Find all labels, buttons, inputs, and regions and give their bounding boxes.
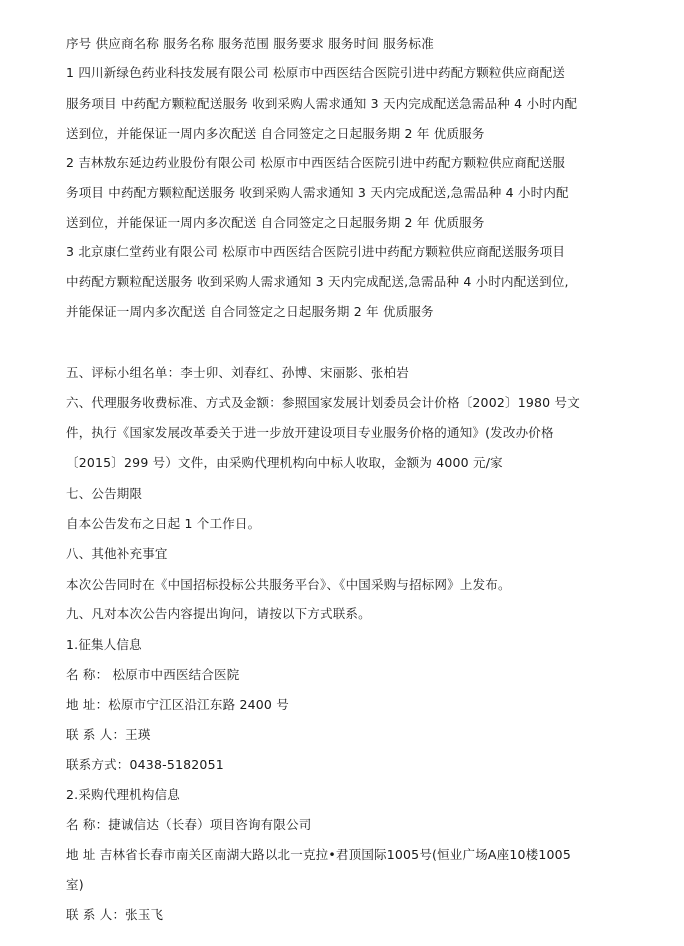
supplier-2-line-2: 务项目 中药配方颗粒配送服务 收到采购人需求通知 3 天内完成配送,急需品种 4 小时内配 <box>66 185 569 200</box>
supplier-3-line-1: 3 北京康仁堂药业有限公司 松原市中西医结合医院引进中药配方颗粒供应商配送服务项目 <box>66 244 566 259</box>
section-6-line-3: 〔2015〕299 号）文件，由采购代理机构向中标人收取，金额为 4000 元/家 <box>66 455 503 470</box>
agency-info-heading: 2.采购代理机构信息 <box>66 787 180 802</box>
section-6-line-1: 六、代理服务收费标准、方式及金额：参照国家发展计划委员会计价格〔2002〕1980 号文 <box>66 395 580 410</box>
agency-address-line-2: 室) <box>66 877 84 892</box>
supplier-3-line-3: 并能保证一周内多次配送 自合同签定之日起服务期 2 年 优质服务 <box>66 304 434 319</box>
agency-address-line-1: 地 址 吉林省长春市南关区南湖大路以北一克拉•君顶国际1005号(恒业广场A座10楼1005 <box>66 847 571 862</box>
section-6-line-2: 件，执行《国家发展改革委关于进一步放开建设项目专业服务价格的通知》(发改办价格 <box>66 425 554 440</box>
table-header-row: 序号 供应商名称 服务名称 服务范围 服务要求 服务时间 服务标准 <box>66 36 434 51</box>
section-7-body: 自本公告发布之日起 1 个工作日。 <box>66 516 261 531</box>
purchaser-name: 名 称： 松原市中西医结合医院 <box>66 667 240 682</box>
section-7-heading: 七、公告期限 <box>66 486 143 501</box>
supplier-1-line-3: 送到位，并能保证一周内多次配送 自合同签定之日起服务期 2 年 优质服务 <box>66 126 485 141</box>
supplier-1-line-1: 1 四川新绿色药业科技发展有限公司 松原市中西医结合医院引进中药配方颗粒供应商配送 <box>66 65 566 80</box>
supplier-2-line-1: 2 吉林敖东延边药业股份有限公司 松原市中西医结合医院引进中药配方颗粒供应商配送服 <box>66 155 566 170</box>
section-9-heading: 九、凡对本次公告内容提出询问，请按以下方式联系。 <box>66 606 371 621</box>
purchaser-phone: 联系方式：0438-5182051 <box>66 757 224 772</box>
section-8-heading: 八、其他补充事宜 <box>66 546 168 561</box>
supplier-3-line-2: 中药配方颗粒配送服务 收到采购人需求通知 3 天内完成配送,急需品种 4 小时内配送到位, <box>66 274 569 289</box>
section-5-committee: 五、评标小组名单：李士卯、刘春红、孙博、宋丽影、张柏岩 <box>66 365 409 380</box>
section-8-body: 本次公告同时在《中国招标投标公共服务平台》、《中国采购与招标网》上发布。 <box>66 577 511 592</box>
purchaser-info-heading: 1.征集人信息 <box>66 637 142 652</box>
agency-contact: 联 系 人：张玉飞 <box>66 907 164 922</box>
supplier-2-line-3: 送到位，并能保证一周内多次配送 自合同签定之日起服务期 2 年 优质服务 <box>66 215 485 230</box>
purchaser-address: 地 址：松原市宁江区沿江东路 2400 号 <box>66 697 289 712</box>
supplier-1-line-2: 服务项目 中药配方颗粒配送服务 收到采购人需求通知 3 天内完成配送急需品种 4 小时内配 <box>66 96 578 111</box>
agency-name: 名 称：捷诚信达（长春）项目咨询有限公司 <box>66 817 312 832</box>
purchaser-contact: 联 系 人：王瑛 <box>66 727 151 742</box>
